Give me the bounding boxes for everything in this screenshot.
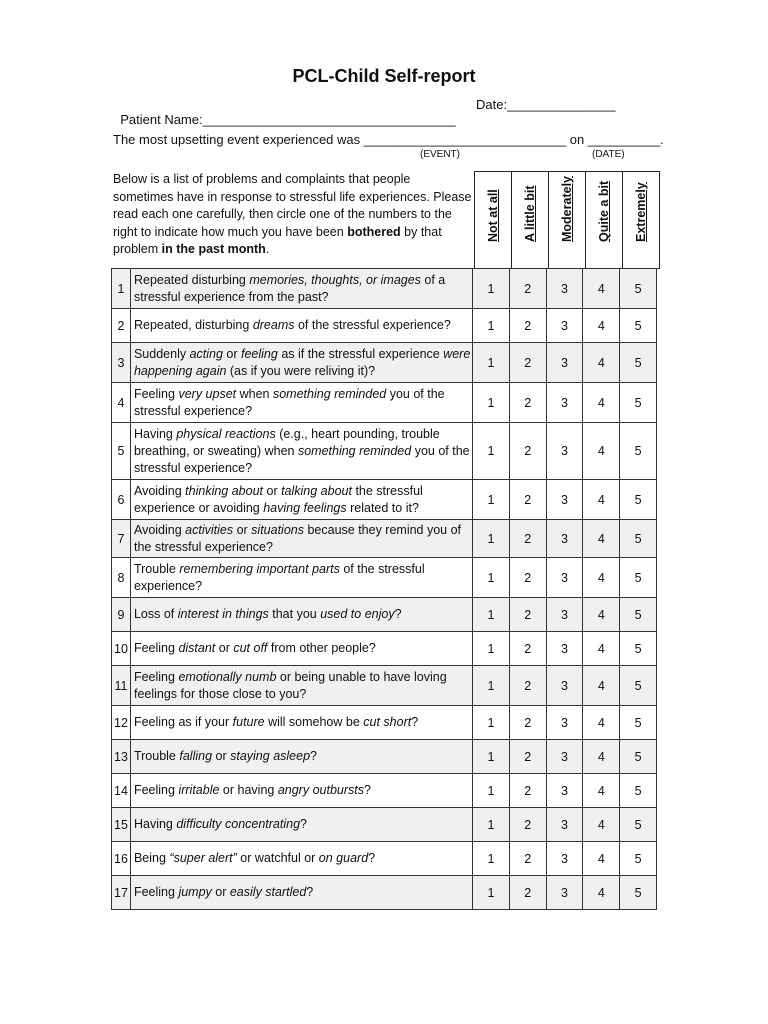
table-row: [112, 740, 657, 774]
item-number: 1: [112, 269, 131, 309]
date-caption: (DATE): [592, 149, 625, 160]
rating-option-5[interactable]: 5: [620, 632, 657, 666]
rating-option-3[interactable]: 3: [546, 598, 583, 632]
event-field[interactable]: The most upsetting event experienced was ____________________________ on __________.: [113, 132, 664, 147]
table-row: [112, 309, 657, 343]
table-row: [112, 774, 657, 808]
instructions-bold-2: in the past month: [161, 242, 266, 257]
rating-option-3[interactable]: 3: [546, 269, 583, 309]
item-text: Feeling irritable or having angry outbursts?: [130, 774, 472, 808]
item-text: Suddenly acting or feeling as if the stressful experience were happening again (as if you were reliving it)?: [130, 343, 472, 383]
rating-option-3[interactable]: 3: [546, 774, 583, 808]
date-field[interactable]: Date:_______________: [476, 97, 616, 112]
rating-option-2[interactable]: 2: [509, 740, 546, 774]
item-number: 2: [112, 309, 131, 343]
rating-option-2[interactable]: 2: [509, 423, 546, 480]
item-text: Feeling jumpy or easily startled?: [130, 876, 472, 910]
patient-name-field[interactable]: Patient Name:___________________________________: [120, 112, 456, 127]
item-number: 11: [112, 666, 131, 706]
rating-option-2[interactable]: 2: [509, 598, 546, 632]
symptom-table: [111, 268, 657, 910]
rating-option-4[interactable]: 4: [583, 666, 620, 706]
item-text: Repeated disturbing memories, thoughts, or images of a stressful experience from the past?: [130, 269, 472, 309]
item-number: 3: [112, 343, 131, 383]
rating-option-4[interactable]: 4: [583, 520, 620, 558]
item-text: Trouble remembering important parts of the stressful experience?: [130, 558, 472, 598]
item-text: Avoiding activities or situations because they remind you of the stressful experience?: [130, 520, 472, 558]
item-number: 12: [112, 706, 131, 740]
rating-option-5[interactable]: 5: [620, 520, 657, 558]
rating-option-5[interactable]: 5: [620, 808, 657, 842]
item-text: Repeated, disturbing dreams of the stressful experience?: [130, 309, 472, 343]
rating-option-2[interactable]: 2: [509, 383, 546, 423]
rating-option-1[interactable]: 1: [473, 706, 510, 740]
rating-option-5[interactable]: 5: [620, 558, 657, 598]
column-label-extremely: Extremely: [634, 182, 648, 242]
rating-option-4[interactable]: 4: [583, 343, 620, 383]
rating-option-3[interactable]: 3: [546, 520, 583, 558]
rating-option-2[interactable]: 2: [509, 520, 546, 558]
item-text: Trouble falling or staying asleep?: [130, 740, 472, 774]
table-row: [112, 706, 657, 740]
column-header: [586, 172, 623, 269]
rating-option-4[interactable]: 4: [583, 598, 620, 632]
table-row: [112, 808, 657, 842]
item-number: 13: [112, 740, 131, 774]
rating-option-4[interactable]: 4: [583, 740, 620, 774]
rating-option-1[interactable]: 1: [473, 343, 510, 383]
item-text: Feeling distant or cut off from other people?: [130, 632, 472, 666]
item-number: 17: [112, 876, 131, 910]
table-row: [112, 480, 657, 520]
rating-option-3[interactable]: 3: [546, 666, 583, 706]
rating-option-2[interactable]: 2: [509, 269, 546, 309]
rating-option-5[interactable]: 5: [620, 269, 657, 309]
rating-option-4[interactable]: 4: [583, 774, 620, 808]
item-text: Avoiding thinking about or talking about the stressful experience or avoiding having feelings related to it?: [130, 480, 472, 520]
rating-option-3[interactable]: 3: [546, 480, 583, 520]
instructions-text: Below is a list of problems and complaints that people sometimes have in response to stressful life experiences. Please read each one carefully, then circle one of the numbers to the right to indicate how much you have been: [113, 172, 472, 239]
item-text: Loss of interest in things that you used to enjoy?: [130, 598, 472, 632]
scale-header: [474, 171, 660, 269]
instructions-text-2: by that problem: [113, 224, 442, 257]
rating-option-5[interactable]: 5: [620, 842, 657, 876]
rating-option-4[interactable]: 4: [583, 309, 620, 343]
column-label-moderately: Moderately: [560, 176, 574, 242]
column-label-a-little-bit: A little bit: [523, 185, 537, 242]
rating-option-4[interactable]: 4: [583, 480, 620, 520]
rating-option-3[interactable]: 3: [546, 309, 583, 343]
rating-option-1[interactable]: 1: [473, 808, 510, 842]
item-number: 6: [112, 480, 131, 520]
item-number: 7: [112, 520, 131, 558]
item-number: 4: [112, 383, 131, 423]
rating-option-4[interactable]: 4: [583, 423, 620, 480]
rating-option-4[interactable]: 4: [583, 842, 620, 876]
item-text: Feeling emotionally numb or being unable to have loving feelings for those close to you?: [130, 666, 472, 706]
rating-option-3[interactable]: 3: [546, 383, 583, 423]
rating-option-1[interactable]: 1: [473, 309, 510, 343]
rating-option-5[interactable]: 5: [620, 423, 657, 480]
rating-option-3[interactable]: 3: [546, 740, 583, 774]
table-row: [112, 520, 657, 558]
item-text: Feeling as if your future will somehow be cut short?: [130, 706, 472, 740]
rating-option-1[interactable]: 1: [473, 269, 510, 309]
item-number: 5: [112, 423, 131, 480]
rating-option-1[interactable]: 1: [473, 632, 510, 666]
rating-option-2[interactable]: 2: [509, 808, 546, 842]
rating-option-3[interactable]: 3: [546, 558, 583, 598]
rating-option-2[interactable]: 2: [509, 558, 546, 598]
rating-option-3[interactable]: 3: [546, 706, 583, 740]
table-row: [112, 558, 657, 598]
rating-option-1[interactable]: 1: [473, 383, 510, 423]
item-number: 16: [112, 842, 131, 876]
rating-option-1[interactable]: 1: [473, 480, 510, 520]
item-number: 9: [112, 598, 131, 632]
column-label-not-at-all: Not at all: [486, 189, 500, 242]
table-row: [112, 598, 657, 632]
rating-option-3[interactable]: 3: [546, 343, 583, 383]
event-caption: (EVENT): [420, 149, 460, 160]
rating-option-5[interactable]: 5: [620, 774, 657, 808]
column-header: [623, 172, 660, 269]
table-row: [112, 343, 657, 383]
column-header: [512, 172, 549, 269]
rating-option-2[interactable]: 2: [509, 876, 546, 910]
page-title: PCL-Child Self-report: [292, 66, 476, 86]
item-number: 14: [112, 774, 131, 808]
rating-option-3[interactable]: 3: [546, 632, 583, 666]
rating-option-2[interactable]: 2: [509, 480, 546, 520]
rating-option-5[interactable]: 5: [620, 309, 657, 343]
rating-option-5[interactable]: 5: [620, 343, 657, 383]
rating-option-3[interactable]: 3: [546, 423, 583, 480]
table-row: [112, 666, 657, 706]
rating-option-3[interactable]: 3: [546, 808, 583, 842]
rating-option-4[interactable]: 4: [583, 269, 620, 309]
table-row: [112, 842, 657, 876]
rating-option-2[interactable]: 2: [509, 343, 546, 383]
table-row: [112, 876, 657, 910]
rating-option-4[interactable]: 4: [583, 558, 620, 598]
instructions: [113, 171, 473, 259]
table-row: [112, 423, 657, 480]
rating-option-2[interactable]: 2: [509, 309, 546, 343]
rating-option-5[interactable]: 5: [620, 383, 657, 423]
rating-option-5[interactable]: 5: [620, 876, 657, 910]
rating-option-5[interactable]: 5: [620, 598, 657, 632]
item-number: 10: [112, 632, 131, 666]
item-text: Being “super alert” or watchful or on guard?: [130, 842, 472, 876]
rating-option-4[interactable]: 4: [583, 808, 620, 842]
item-text: Having physical reactions (e.g., heart pounding, trouble breathing, or sweating) when something reminded you of the stressful experience?: [130, 423, 472, 480]
rating-option-1[interactable]: 1: [473, 842, 510, 876]
rating-option-3[interactable]: 3: [546, 876, 583, 910]
rating-option-2[interactable]: 2: [509, 774, 546, 808]
rating-option-1[interactable]: 1: [473, 598, 510, 632]
item-text: Having difficulty concentrating?: [130, 808, 472, 842]
instructions-text-3: .: [265, 242, 270, 257]
table-row: [112, 269, 657, 309]
column-label-quite-a-bit: Quite a bit: [597, 180, 611, 242]
rating-option-4[interactable]: 4: [583, 706, 620, 740]
item-number: 15: [112, 808, 131, 842]
rating-option-2[interactable]: 2: [509, 632, 546, 666]
rating-option-5[interactable]: 5: [620, 740, 657, 774]
column-header: [549, 172, 586, 269]
rating-option-1[interactable]: 1: [473, 774, 510, 808]
rating-option-5[interactable]: 5: [620, 666, 657, 706]
rating-option-3[interactable]: 3: [546, 842, 583, 876]
item-number: 8: [112, 558, 131, 598]
rating-option-1[interactable]: 1: [473, 876, 510, 910]
rating-option-2[interactable]: 2: [509, 842, 546, 876]
rating-option-4[interactable]: 4: [583, 632, 620, 666]
rating-option-1[interactable]: 1: [473, 666, 510, 706]
rating-option-5[interactable]: 5: [620, 706, 657, 740]
rating-option-1[interactable]: 1: [473, 520, 510, 558]
rating-option-5[interactable]: 5: [620, 480, 657, 520]
column-header: [475, 172, 512, 269]
rating-option-1[interactable]: 1: [473, 423, 510, 480]
rating-option-1[interactable]: 1: [473, 740, 510, 774]
rating-option-1[interactable]: 1: [473, 558, 510, 598]
rating-option-2[interactable]: 2: [509, 666, 546, 706]
rating-option-4[interactable]: 4: [583, 876, 620, 910]
table-row: [112, 383, 657, 423]
rating-option-2[interactable]: 2: [509, 706, 546, 740]
rating-option-4[interactable]: 4: [583, 383, 620, 423]
instructions-bold: bothered: [347, 224, 401, 239]
item-text: Feeling very upset when something reminded you of the stressful experience?: [130, 383, 472, 423]
table-row: [112, 632, 657, 666]
